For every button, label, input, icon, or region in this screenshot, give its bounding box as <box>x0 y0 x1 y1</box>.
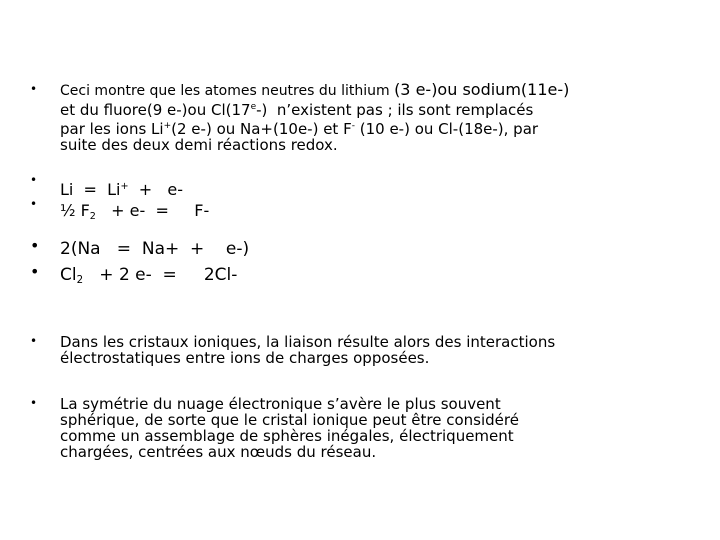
bullet-item-equation-3 <box>30 236 690 263</box>
bullet-icon: • <box>30 334 38 348</box>
bullet-icon: • <box>30 82 38 96</box>
bullet-icon: • <box>30 262 40 281</box>
paragraph-2: Dans les cristaux ioniques, la liaison résulte alors des interactions électrostatiques entre ions de charges opposées. <box>60 333 556 367</box>
paragraph-3: La symétrie du nuage électronique s’avère le plus souvent sphérique, de sorte que le cristal ionique peut être considéré comme un assemblage de sphères inégales, électriquement chargées, centrées aux nœuds du réseau. <box>60 395 519 461</box>
bullet-item-equation-4 <box>30 262 690 294</box>
equation-4: $Cl_2 + 2$ e- = 2Cl- <box>60 265 238 286</box>
paragraph-1-line-3: par les ions Li+(2 e-) ou Na+(10e-) et F- (10 e-) ou Cl-(18e-), par <box>60 120 539 138</box>
equation-2: ½ $F_2 + e-$ = F- <box>60 201 210 222</box>
bullet-icon: • <box>30 236 40 255</box>
equation-3: 2(Na = Na+ + e-) <box>60 239 250 259</box>
paragraph-1-line-2: et du fluore(9 e-)ou Cl(17e-) n’existent pas ; ils sont remplacés <box>60 101 534 119</box>
paragraph-1-line-4: suite des deux demi réactions redox. <box>60 136 338 154</box>
bullet-icon: • <box>30 396 38 410</box>
bullet-item-paragraph-3 <box>30 396 690 460</box>
equation-1: Li = Li+ + e- <box>60 180 183 199</box>
bullet-item-paragraph-2 <box>30 334 690 366</box>
bullet-item-paragraph-1 <box>30 82 690 153</box>
paragraph-1 <box>60 82 690 153</box>
bullet-icon: • <box>30 197 38 211</box>
paragraph-1-line-1: Ceci montre que les atomes neutres du lithium (3 e-)ou sodium(11e-) <box>60 80 570 99</box>
bullet-item-equation-2 <box>30 197 690 231</box>
bullet-icon: • <box>30 173 38 187</box>
